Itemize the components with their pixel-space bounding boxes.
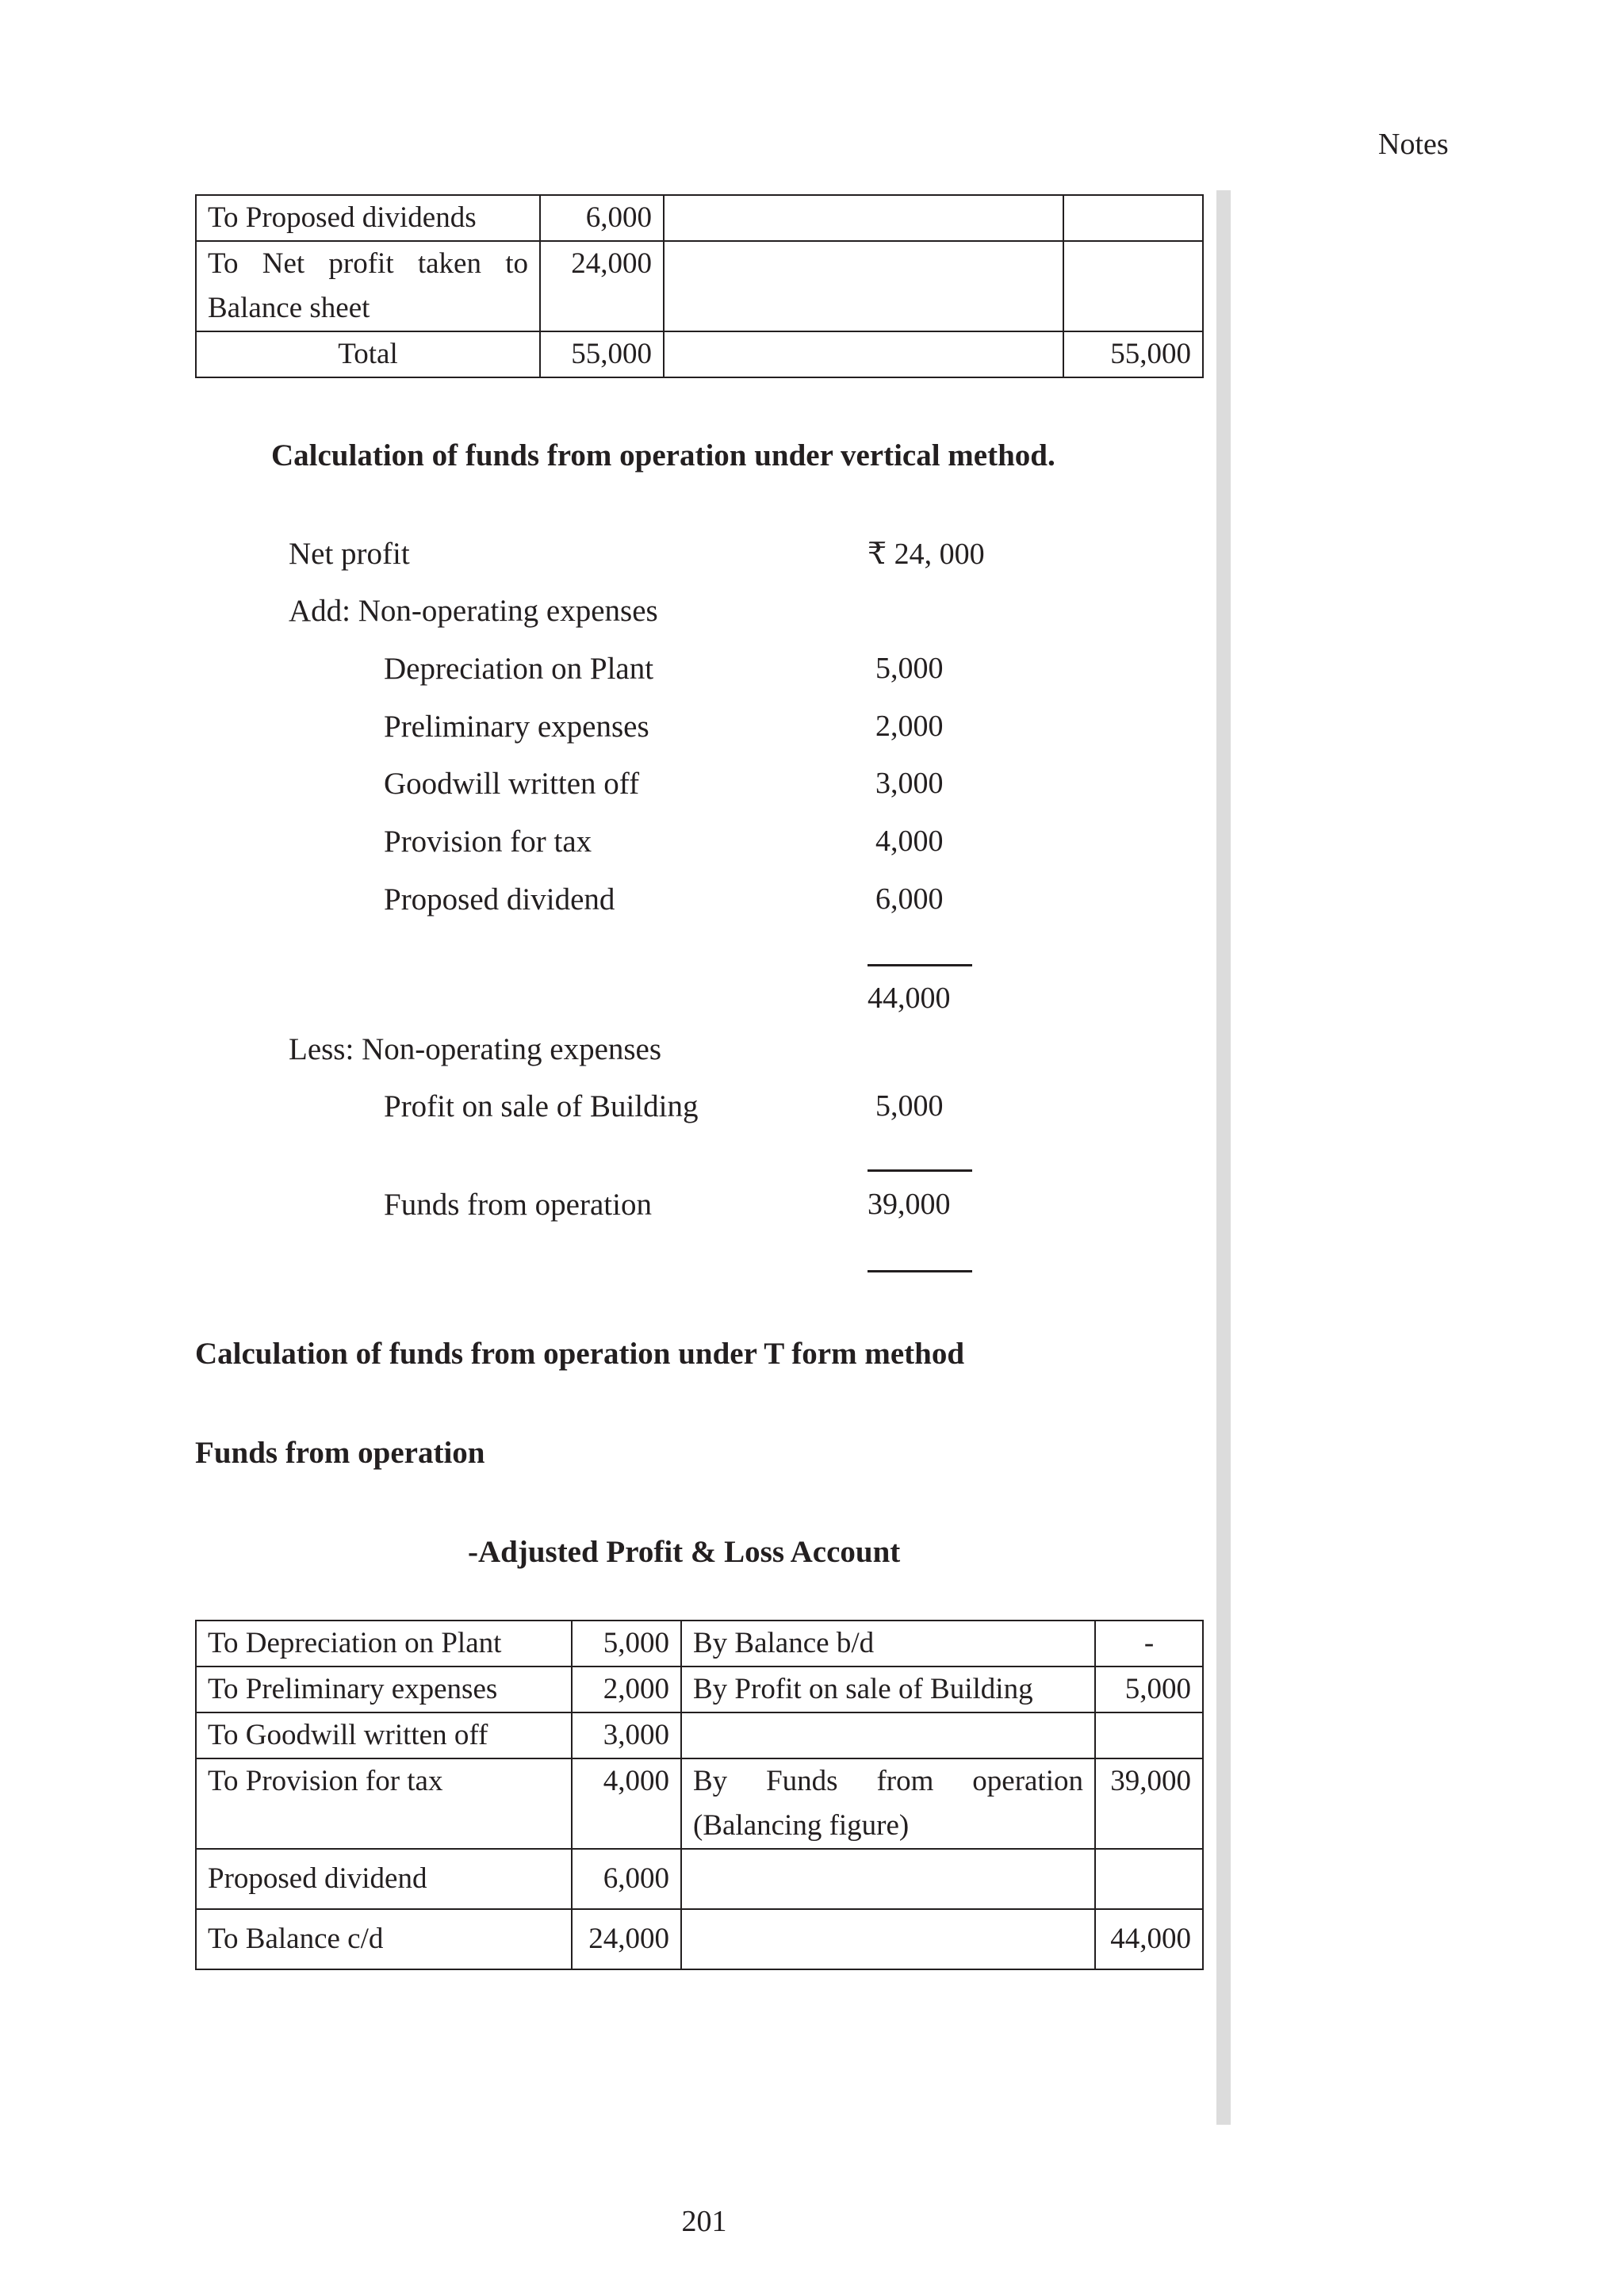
add-item-label: Provision for tax — [384, 825, 592, 859]
sum-rule — [868, 1169, 972, 1172]
table-row — [196, 1667, 1203, 1712]
sum-rule — [868, 1270, 972, 1272]
table-row — [196, 1621, 1203, 1667]
add-item-label: Proposed dividend — [384, 882, 615, 916]
table-cell: By Profit on sale of Building — [681, 1667, 1095, 1712]
table-cell — [664, 195, 1063, 241]
table-cell: To Net profit taken to Balance sheet — [196, 241, 540, 331]
table-cell — [681, 1909, 1095, 1969]
table-cell: 24,000 — [572, 1909, 681, 1969]
table-cell: To Depreciation on Plant — [196, 1621, 572, 1667]
table-cell: 6,000 — [540, 195, 664, 241]
table-row — [196, 1909, 1203, 1969]
table-cell: By Balance b/d — [681, 1621, 1095, 1667]
table-cell: Total — [196, 331, 540, 377]
table-row — [196, 241, 1203, 331]
table-row — [196, 1758, 1203, 1849]
funds-from-operation-label: Funds from operation — [384, 1188, 652, 1222]
less-item-value: 5,000 — [875, 1089, 944, 1123]
table-cell: 5,000 — [572, 1621, 681, 1667]
subtotal-value: 44,000 — [868, 982, 951, 1015]
add-item-value: 3,000 — [875, 767, 944, 800]
t-form-subheading: Funds from operation — [195, 1436, 485, 1470]
table-cell: To Goodwill written off — [196, 1712, 572, 1758]
add-item-value: 4,000 — [875, 825, 944, 858]
table-row — [196, 1712, 1203, 1758]
add-item-value: 2,000 — [875, 710, 944, 743]
table-cell: 5,000 — [1095, 1667, 1203, 1712]
table-cell — [664, 241, 1063, 331]
vertical-method-heading: Calculation of funds from operation under vertical method. — [271, 438, 1055, 473]
table-cell: 39,000 — [1095, 1758, 1203, 1849]
table-cell: 24,000 — [540, 241, 664, 331]
less-label: Less: Non-operating expenses — [289, 1032, 662, 1066]
table-cell: 2,000 — [572, 1667, 681, 1712]
add-label: Add: Non-operating expenses — [289, 594, 658, 628]
table-cell: To Proposed dividends — [196, 195, 540, 241]
t-form-heading: Calculation of funds from operation under T form method — [195, 1337, 965, 1371]
table-cell — [1095, 1849, 1203, 1909]
net-profit-label: Net profit — [289, 537, 410, 571]
table-cell: Proposed dividend — [196, 1849, 572, 1909]
table-cell: To Balance c/d — [196, 1909, 572, 1969]
table-cell — [664, 331, 1063, 377]
margin-bar — [1216, 190, 1231, 2125]
add-item-value: 5,000 — [875, 652, 944, 685]
net-profit-value: ₹ 24, 000 — [868, 538, 985, 571]
table-cell — [1095, 1712, 1203, 1758]
add-item-value: 6,000 — [875, 882, 944, 916]
table-cell: 55,000 — [1063, 331, 1203, 377]
add-item-label: Preliminary expenses — [384, 710, 649, 744]
add-item-label: Depreciation on Plant — [384, 652, 654, 686]
table-cell: To Preliminary expenses — [196, 1667, 572, 1712]
table-cell: 6,000 — [572, 1849, 681, 1909]
adjusted-pl-account-table — [195, 1620, 1204, 1970]
table-cell — [1063, 241, 1203, 331]
table-row — [196, 1849, 1203, 1909]
table-cell — [681, 1712, 1095, 1758]
sum-rule — [868, 964, 972, 966]
table-cell: 4,000 — [572, 1758, 681, 1849]
less-item-label: Profit on sale of Building — [384, 1089, 699, 1123]
page-number: 201 — [681, 2205, 727, 2238]
table-cell: 55,000 — [540, 331, 664, 377]
table-cell: - — [1095, 1621, 1203, 1667]
table-cell: 44,000 — [1095, 1909, 1203, 1969]
table-cell: 3,000 — [572, 1712, 681, 1758]
table-row — [196, 195, 1203, 241]
funds-from-operation-value: 39,000 — [868, 1188, 951, 1221]
notes-label: Notes — [1378, 128, 1449, 161]
table-cell: To Provision for tax — [196, 1758, 572, 1849]
account-title: -Adjusted Profit & Loss Account — [468, 1535, 901, 1569]
top-ledger-table — [195, 194, 1204, 378]
add-item-label: Goodwill written off — [384, 767, 640, 801]
table-cell — [1063, 195, 1203, 241]
table-cell — [681, 1849, 1095, 1909]
table-row — [196, 331, 1203, 377]
table-cell: By Funds from operation (Balancing figure) — [681, 1758, 1095, 1849]
